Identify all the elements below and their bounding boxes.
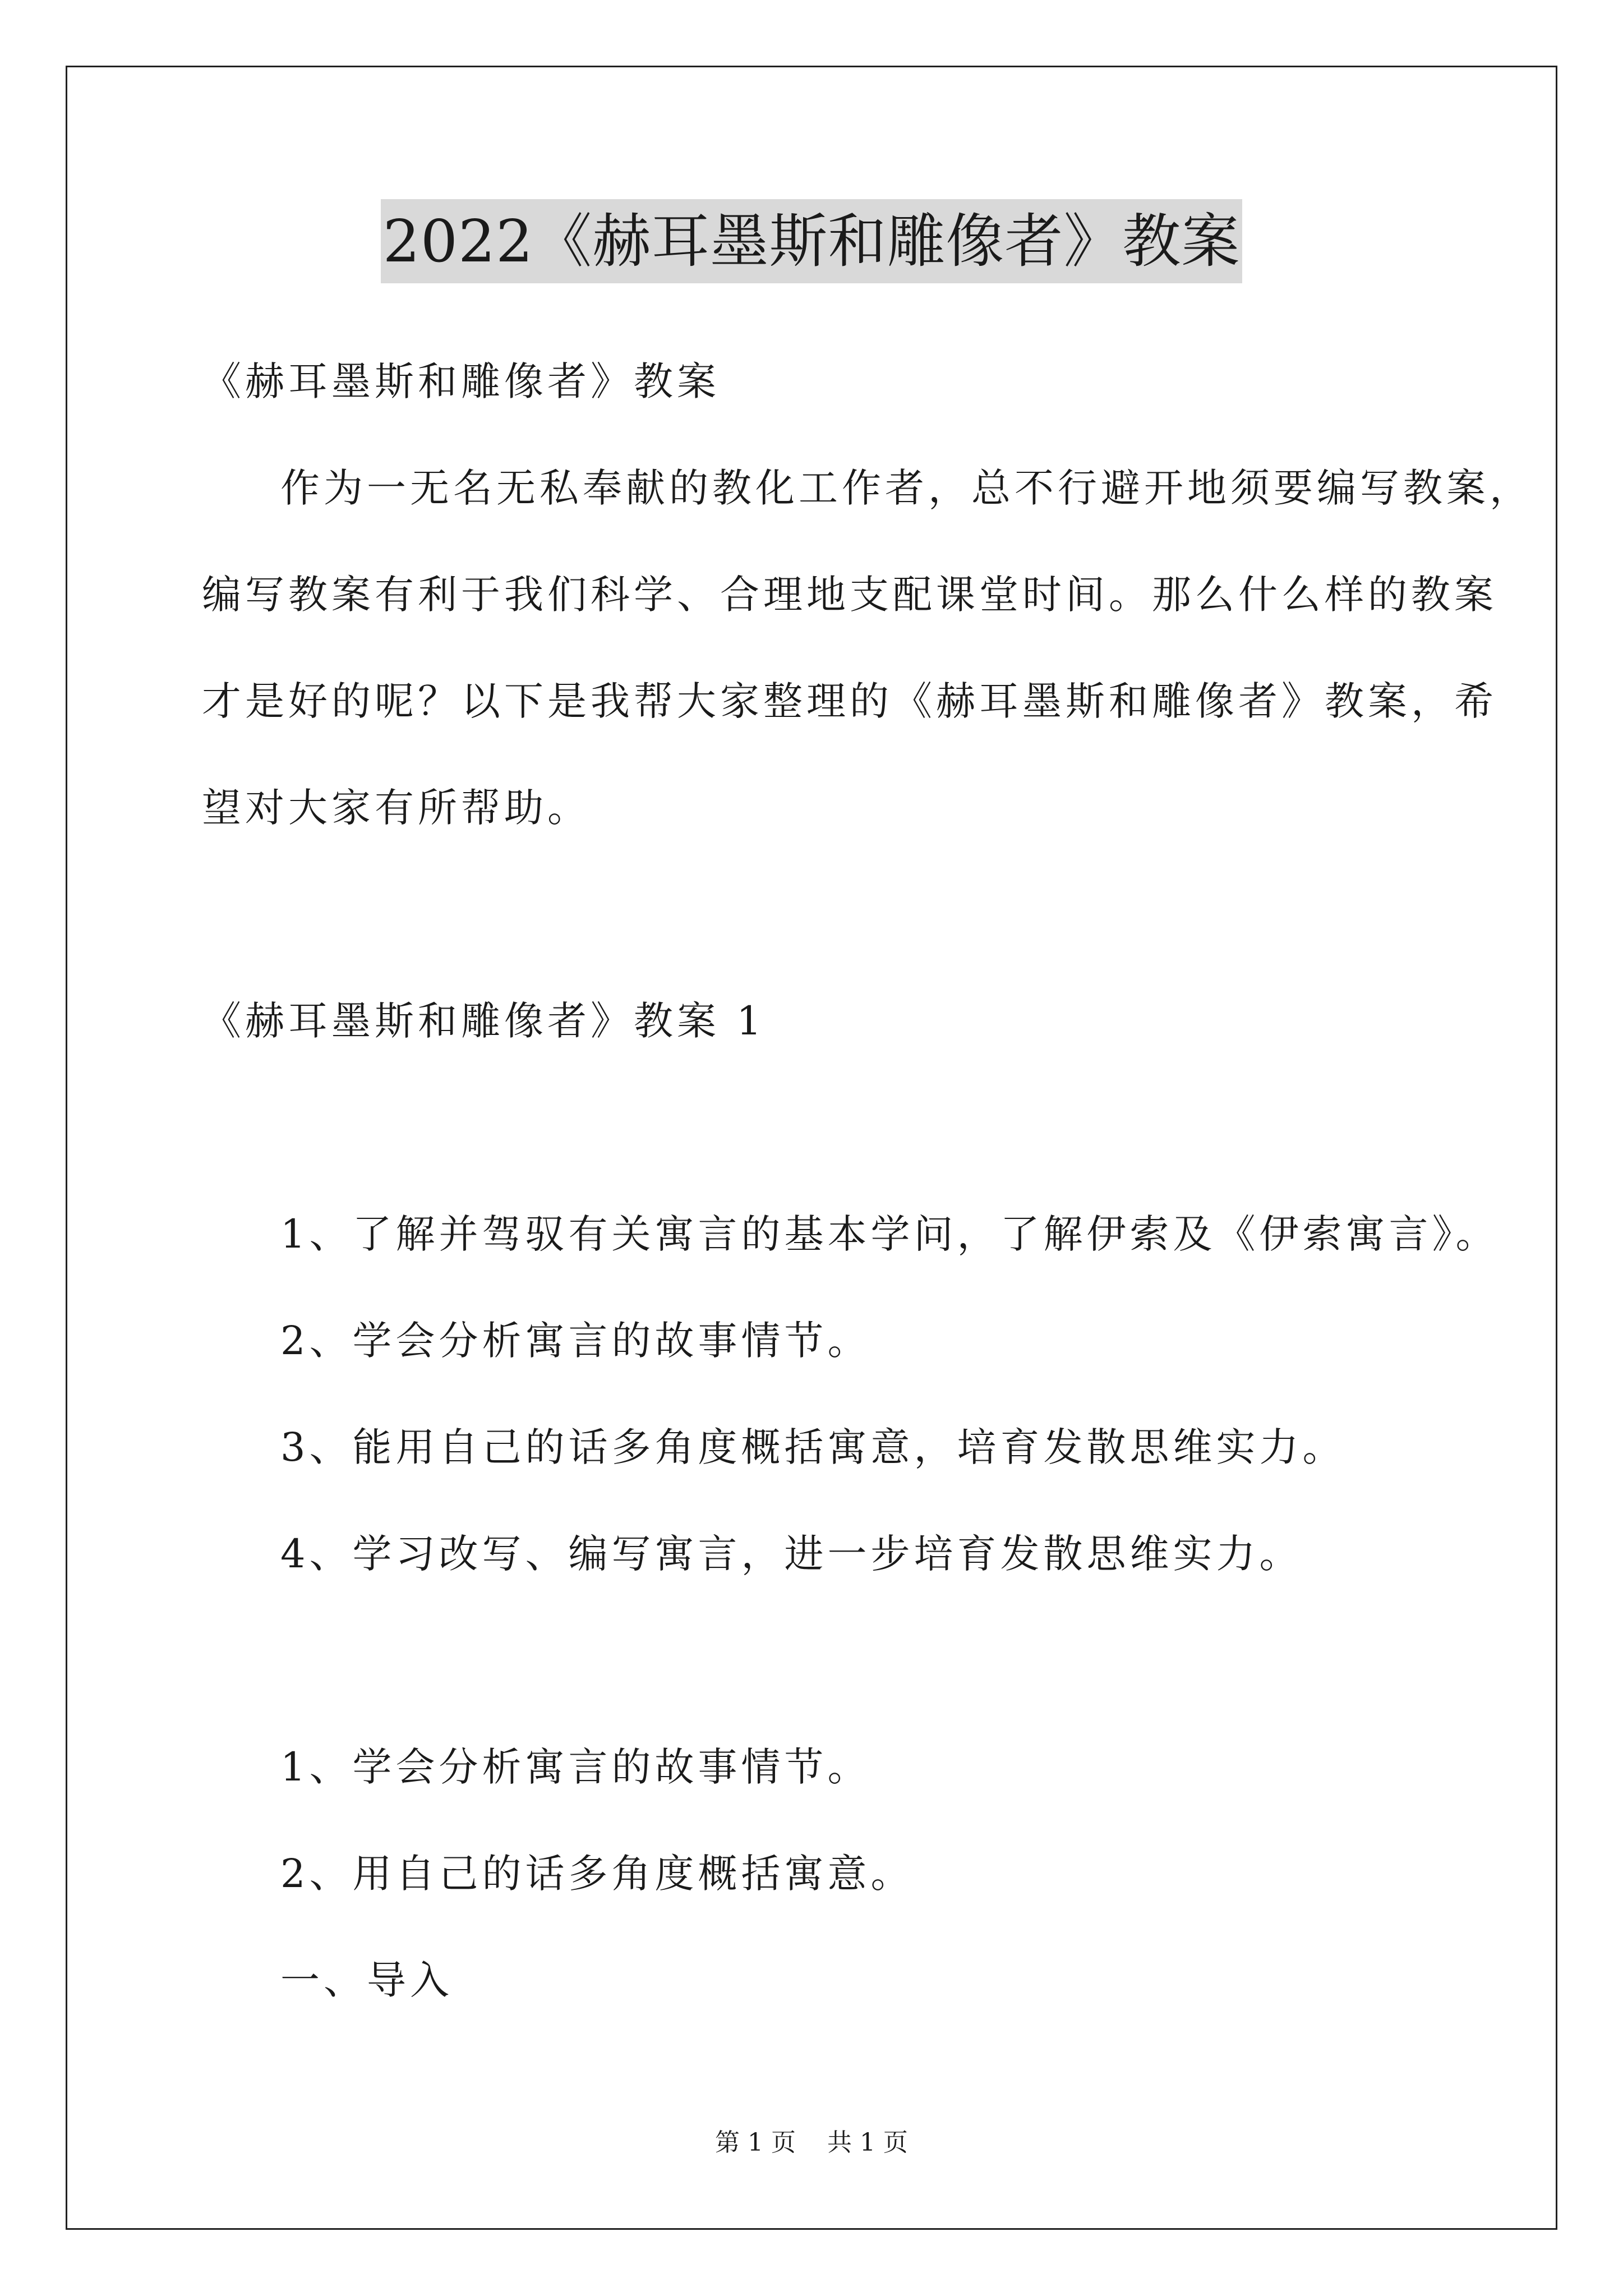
intro-line-4: 望对大家有所帮助。 xyxy=(202,785,591,831)
page-footer: 第 1 页 共 1 页 xyxy=(715,2128,908,2157)
objective-3: 3、能用自己的话多角度概括寓意，培育发散思维实力。 xyxy=(280,1424,1346,1470)
intro-line-1: 作为一无名无私奉献的教化工作者，总不行避开地须要编写教案， xyxy=(280,465,1533,511)
title-block xyxy=(0,199,1623,283)
document-title: 2022《赫耳墨斯和雕像者》教案 xyxy=(381,199,1243,283)
step-heading: 一、导入 xyxy=(280,1957,453,2003)
document-subtitle: 《赫耳墨斯和雕像者》教案 xyxy=(202,358,720,404)
objective-4: 4、学习改写、编写寓言，进一步培育发散思维实力。 xyxy=(280,1531,1303,1577)
key-point-1: 1、学会分析寓言的故事情节。 xyxy=(280,1744,871,1790)
objective-2: 2、学会分析寓言的故事情节。 xyxy=(280,1318,871,1364)
intro-line-2: 编写教案有利于我们科学、合理地支配课堂时间。那么什么样的教案 xyxy=(202,572,1497,618)
objective-1: 1、了解并驾驭有关寓言的基本学问，了解伊索及《伊索寓言》。 xyxy=(280,1211,1499,1257)
intro-line-3: 才是好的呢？以下是我帮大家整理的《赫耳墨斯和雕像者》教案，希 xyxy=(202,678,1497,724)
key-point-2: 2、用自己的话多角度概括寓意。 xyxy=(280,1851,914,1897)
section-heading: 《赫耳墨斯和雕像者》教案 1 xyxy=(202,998,766,1044)
